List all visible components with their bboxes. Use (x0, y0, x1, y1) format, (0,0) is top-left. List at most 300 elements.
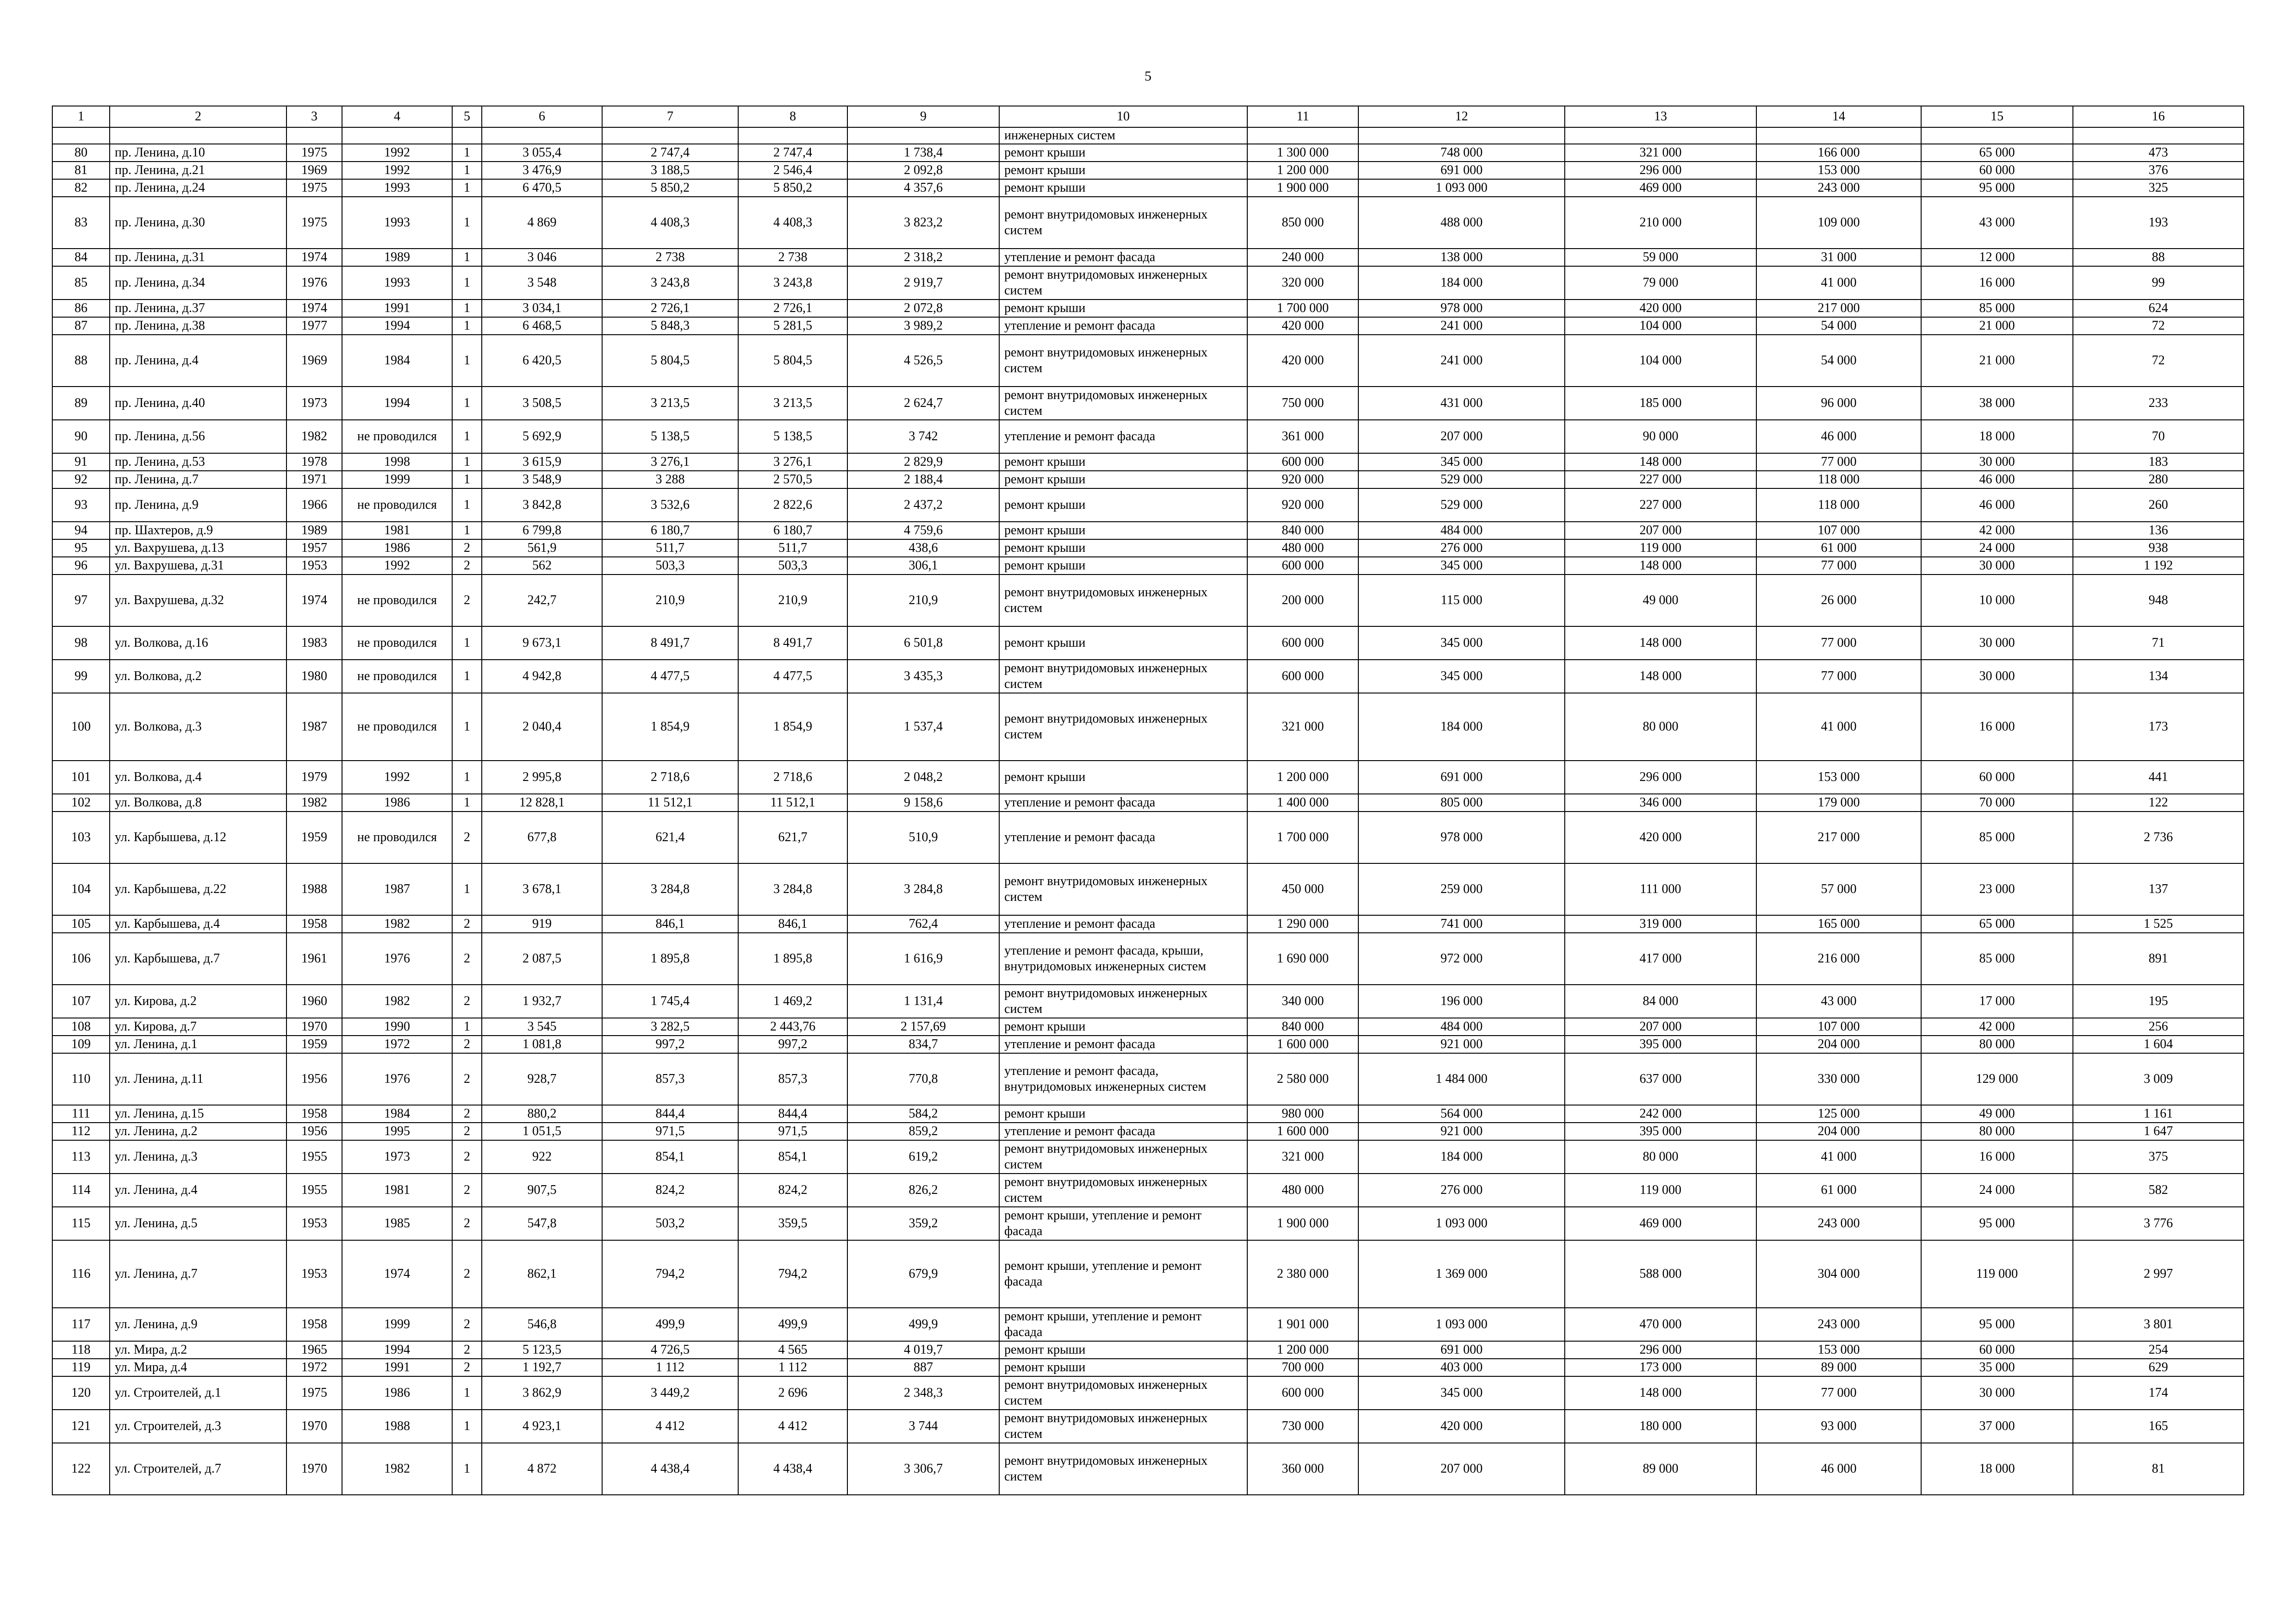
cell-address: ул. Вахрушева, д.13 (110, 539, 286, 557)
cell-municipal-cost: 57 000 (1756, 863, 1921, 915)
cell-owners-cost: 95 000 (1921, 1308, 2073, 1341)
cell-regional-cost: 319 000 (1565, 915, 1756, 933)
table-row (52, 1207, 2244, 1240)
cell-total-area: 5 123,5 (482, 1341, 602, 1359)
cell-municipal-cost: 41 000 (1756, 693, 1921, 761)
cell-year-built: 1979 (286, 761, 342, 794)
cell-total-area: 1 192,7 (482, 1359, 602, 1376)
cell-total-area: 2 995,8 (482, 761, 602, 794)
cell-year-built: 1955 (286, 1174, 342, 1207)
cell-residential-area: 857,3 (738, 1053, 847, 1105)
cell-group: 2 (452, 985, 482, 1018)
cell-living-area: 2 738 (602, 249, 738, 266)
cell-row-number: 115 (52, 1207, 110, 1240)
cell-year-built: 1970 (286, 1018, 342, 1036)
cell-year-built: 1958 (286, 1308, 342, 1341)
cell-living-area: 857,3 (602, 1053, 738, 1105)
cell-tenant-area: 2 092,8 (847, 162, 999, 179)
cell-tenant-area: 3 823,2 (847, 197, 999, 249)
cell-municipal-cost: 54 000 (1756, 335, 1921, 387)
cell-total-cost: 750 000 (1247, 387, 1358, 420)
cell-cost-per-sqm: 1 192 (2073, 557, 2244, 575)
cell-residential-area: 1 895,8 (738, 933, 847, 985)
column-number-5: 5 (452, 106, 482, 127)
cell-fund-cost: 276 000 (1358, 539, 1565, 557)
cell-total-cost: 920 000 (1247, 471, 1358, 488)
cell-living-area: 3 213,5 (602, 387, 738, 420)
cell-group: 1 (452, 144, 482, 162)
cell-group: 1 (452, 249, 482, 266)
cell-year-built: 1972 (286, 1359, 342, 1376)
cell-residential-area: 3 276,1 (738, 453, 847, 471)
cell-regional-cost: 470 000 (1565, 1308, 1756, 1341)
cell-last-repair-year: 1988 (342, 1410, 452, 1443)
cell-work-type: утепление и ремонт фасада (999, 317, 1247, 335)
cell-owners-cost: 85 000 (1921, 812, 2073, 863)
cell-residential-area: 4 412 (738, 1410, 847, 1443)
cell-fund-cost: 403 000 (1358, 1359, 1565, 1376)
cell-group: 2 (452, 1174, 482, 1207)
cell-living-area: 511,7 (602, 539, 738, 557)
table-row (52, 387, 2244, 420)
cell-total-cost: 240 000 (1247, 249, 1358, 266)
cell-residential-area: 359,5 (738, 1207, 847, 1240)
cell-total-area: 2 040,4 (482, 693, 602, 761)
cell-regional-cost: 180 000 (1565, 1410, 1756, 1443)
cell-row-number: 109 (52, 1036, 110, 1053)
cell-tenant-area: 2 624,7 (847, 387, 999, 420)
table-cell (342, 127, 452, 144)
cell-owners-cost: 80 000 (1921, 1036, 2073, 1053)
cell-total-area: 862,1 (482, 1240, 602, 1308)
cell-row-number: 87 (52, 317, 110, 335)
cell-work-type: ремонт внутридомовых инженерных систем (999, 387, 1247, 420)
cell-regional-cost: 89 000 (1565, 1443, 1756, 1495)
cell-work-type: утепление и ремонт фасада (999, 420, 1247, 453)
cell-year-built: 1988 (286, 863, 342, 915)
cell-year-built: 1953 (286, 1240, 342, 1308)
table-row (52, 812, 2244, 863)
table-row (52, 933, 2244, 985)
cell-address: ул. Карбышева, д.12 (110, 812, 286, 863)
cell-year-built: 1980 (286, 660, 342, 693)
cell-owners-cost: 21 000 (1921, 317, 2073, 335)
table-cell (1756, 127, 1921, 144)
cell-total-cost: 450 000 (1247, 863, 1358, 915)
cell-last-repair-year: 1984 (342, 335, 452, 387)
cell-cost-per-sqm: 325 (2073, 179, 2244, 197)
cell-row-number: 122 (52, 1443, 110, 1495)
cell-living-area: 854,1 (602, 1140, 738, 1174)
cell-regional-cost: 49 000 (1565, 575, 1756, 626)
cell-group: 1 (452, 266, 482, 300)
continuation-row (52, 127, 2244, 144)
cell-last-repair-year: 1993 (342, 197, 452, 249)
cell-last-repair-year: 1994 (342, 1341, 452, 1359)
cell-cost-per-sqm: 174 (2073, 1376, 2244, 1410)
cell-fund-cost: 196 000 (1358, 985, 1565, 1018)
table-cell (602, 127, 738, 144)
cell-municipal-cost: 243 000 (1756, 179, 1921, 197)
cell-regional-cost: 210 000 (1565, 197, 1756, 249)
table-row (52, 179, 2244, 197)
cell-municipal-cost: 96 000 (1756, 387, 1921, 420)
table-row (52, 575, 2244, 626)
cell-living-area: 997,2 (602, 1036, 738, 1053)
cell-residential-area: 11 512,1 (738, 794, 847, 812)
column-number-8: 8 (738, 106, 847, 127)
cell-cost-per-sqm: 165 (2073, 1410, 2244, 1443)
cell-total-area: 547,8 (482, 1207, 602, 1240)
cell-living-area: 5 804,5 (602, 335, 738, 387)
cell-tenant-area: 4 526,5 (847, 335, 999, 387)
cell-regional-cost: 90 000 (1565, 420, 1756, 453)
cell-total-area: 3 508,5 (482, 387, 602, 420)
cell-group: 1 (452, 335, 482, 387)
cell-year-built: 1955 (286, 1140, 342, 1174)
cell-work-type: ремонт крыши (999, 1341, 1247, 1359)
cell-owners-cost: 30 000 (1921, 1376, 2073, 1410)
cell-residential-area: 2 726,1 (738, 300, 847, 317)
table-cell (2073, 127, 2244, 144)
cell-residential-area: 824,2 (738, 1174, 847, 1207)
cell-fund-cost: 345 000 (1358, 626, 1565, 660)
column-number-3: 3 (286, 106, 342, 127)
cell-fund-cost: 921 000 (1358, 1123, 1565, 1140)
cell-address: ул. Волкова, д.8 (110, 794, 286, 812)
cell-work-type: ремонт внутридомовых инженерных систем (999, 575, 1247, 626)
cell-fund-cost: 184 000 (1358, 693, 1565, 761)
cell-residential-area: 3 213,5 (738, 387, 847, 420)
cell-address: ул. Кирова, д.2 (110, 985, 286, 1018)
table-row (52, 1123, 2244, 1140)
cell-owners-cost: 85 000 (1921, 300, 2073, 317)
cell-fund-cost: 241 000 (1358, 335, 1565, 387)
cell-row-number: 97 (52, 575, 110, 626)
cell-tenant-area: 859,2 (847, 1123, 999, 1140)
cell-regional-cost: 80 000 (1565, 1140, 1756, 1174)
cell-owners-cost: 24 000 (1921, 539, 2073, 557)
cell-total-area: 4 872 (482, 1443, 602, 1495)
cell-address: пр. Ленина, д.9 (110, 488, 286, 522)
cell-residential-area: 4 477,5 (738, 660, 847, 693)
cell-owners-cost: 129 000 (1921, 1053, 2073, 1105)
cell-row-number: 99 (52, 660, 110, 693)
cell-fund-cost: 748 000 (1358, 144, 1565, 162)
cell-tenant-area: 3 435,3 (847, 660, 999, 693)
cell-regional-cost: 296 000 (1565, 761, 1756, 794)
cell-tenant-area: 4 759,6 (847, 522, 999, 539)
cell-owners-cost: 70 000 (1921, 794, 2073, 812)
cell-work-type: ремонт крыши (999, 1105, 1247, 1123)
cell-group: 1 (452, 522, 482, 539)
table-row (52, 1018, 2244, 1036)
column-number-10: 10 (999, 106, 1247, 127)
cell-last-repair-year: 1982 (342, 915, 452, 933)
cell-municipal-cost: 26 000 (1756, 575, 1921, 626)
cell-work-type: ремонт крыши (999, 539, 1247, 557)
cell-total-cost: 360 000 (1247, 1443, 1358, 1495)
cell-address: ул. Строителей, д.7 (110, 1443, 286, 1495)
cell-residential-area: 846,1 (738, 915, 847, 933)
cell-address: ул. Ленина, д.15 (110, 1105, 286, 1123)
column-number-2: 2 (110, 106, 286, 127)
cell-group: 1 (452, 626, 482, 660)
cell-row-number: 100 (52, 693, 110, 761)
cell-regional-cost: 321 000 (1565, 144, 1756, 162)
cell-year-built: 1961 (286, 933, 342, 985)
cell-residential-area: 4 565 (738, 1341, 847, 1359)
cell-fund-cost: 691 000 (1358, 761, 1565, 794)
cell-total-area: 6 470,5 (482, 179, 602, 197)
cell-group: 2 (452, 539, 482, 557)
cell-row-number: 89 (52, 387, 110, 420)
cell-total-cost: 980 000 (1247, 1105, 1358, 1123)
cell-year-built: 1956 (286, 1053, 342, 1105)
cell-last-repair-year: 1994 (342, 387, 452, 420)
cell-tenant-area: 1 131,4 (847, 985, 999, 1018)
cell-total-area: 3 034,1 (482, 300, 602, 317)
cell-last-repair-year: 1976 (342, 933, 452, 985)
cell-total-cost: 320 000 (1247, 266, 1358, 300)
cell-cost-per-sqm: 72 (2073, 335, 2244, 387)
cell-cost-per-sqm: 193 (2073, 197, 2244, 249)
cell-total-cost: 700 000 (1247, 1359, 1358, 1376)
cell-regional-cost: 173 000 (1565, 1359, 1756, 1376)
cell-work-type: утепление и ремонт фасада (999, 249, 1247, 266)
cell-address: пр. Ленина, д.56 (110, 420, 286, 453)
table-row (52, 1410, 2244, 1443)
cell-work-type: ремонт внутридомовых инженерных систем (999, 1443, 1247, 1495)
cell-work-type: ремонт крыши (999, 144, 1247, 162)
cell-year-built: 1974 (286, 300, 342, 317)
cell-group: 2 (452, 557, 482, 575)
cell-residential-area: 499,9 (738, 1308, 847, 1341)
cell-total-area: 2 087,5 (482, 933, 602, 985)
cell-row-number: 110 (52, 1053, 110, 1105)
cell-cost-per-sqm: 2 997 (2073, 1240, 2244, 1308)
cell-last-repair-year: 1991 (342, 300, 452, 317)
cell-residential-area: 2 546,4 (738, 162, 847, 179)
cell-regional-cost: 395 000 (1565, 1123, 1756, 1140)
cell-cost-per-sqm: 1 161 (2073, 1105, 2244, 1123)
cell-group: 1 (452, 1376, 482, 1410)
cell-total-cost: 200 000 (1247, 575, 1358, 626)
cell-last-repair-year: 1974 (342, 1240, 452, 1308)
cell-residential-area: 2 696 (738, 1376, 847, 1410)
cell-regional-cost: 469 000 (1565, 179, 1756, 197)
table-cell (847, 127, 999, 144)
cell-municipal-cost: 77 000 (1756, 660, 1921, 693)
cell-living-area: 503,3 (602, 557, 738, 575)
cell-row-number: 84 (52, 249, 110, 266)
cell-municipal-cost: 61 000 (1756, 1174, 1921, 1207)
cell-cost-per-sqm: 3 776 (2073, 1207, 2244, 1240)
cell-regional-cost: 80 000 (1565, 693, 1756, 761)
cell-residential-area: 210,9 (738, 575, 847, 626)
cell-address: пр. Ленина, д.4 (110, 335, 286, 387)
cell-total-cost: 321 000 (1247, 693, 1358, 761)
cell-work-type: ремонт внутридомовых инженерных систем (999, 863, 1247, 915)
cell-cost-per-sqm: 473 (2073, 144, 2244, 162)
cell-last-repair-year: 1973 (342, 1140, 452, 1174)
cell-living-area: 2 726,1 (602, 300, 738, 317)
cell-owners-cost: 60 000 (1921, 1341, 2073, 1359)
cell-regional-cost: 148 000 (1565, 453, 1756, 471)
cell-group: 1 (452, 471, 482, 488)
cell-living-area: 1 745,4 (602, 985, 738, 1018)
cell-total-cost: 920 000 (1247, 488, 1358, 522)
cell-living-area: 5 850,2 (602, 179, 738, 197)
cell-owners-cost: 16 000 (1921, 266, 2073, 300)
cell-total-area: 3 615,9 (482, 453, 602, 471)
cell-total-cost: 1 901 000 (1247, 1308, 1358, 1341)
cell-total-area: 3 548,9 (482, 471, 602, 488)
cell-row-number: 117 (52, 1308, 110, 1341)
cell-owners-cost: 60 000 (1921, 761, 2073, 794)
cell-owners-cost: 17 000 (1921, 985, 2073, 1018)
table-cell (482, 127, 602, 144)
cell-owners-cost: 10 000 (1921, 575, 2073, 626)
cell-regional-cost: 420 000 (1565, 812, 1756, 863)
cell-municipal-cost: 153 000 (1756, 162, 1921, 179)
cell-group: 1 (452, 179, 482, 197)
cell-total-cost: 850 000 (1247, 197, 1358, 249)
cell-regional-cost: 84 000 (1565, 985, 1756, 1018)
column-number-4: 4 (342, 106, 452, 127)
cell-regional-cost: 637 000 (1565, 1053, 1756, 1105)
cell-address: ул. Мира, д.2 (110, 1341, 286, 1359)
column-number-15: 15 (1921, 106, 2073, 127)
cell-residential-area: 6 180,7 (738, 522, 847, 539)
cell-regional-cost: 417 000 (1565, 933, 1756, 985)
cell-total-area: 3 545 (482, 1018, 602, 1036)
cell-tenant-area: 2 437,2 (847, 488, 999, 522)
cell-cost-per-sqm: 71 (2073, 626, 2244, 660)
cell-last-repair-year: 1981 (342, 1174, 452, 1207)
cell-fund-cost: 345 000 (1358, 453, 1565, 471)
cell-row-number: 93 (52, 488, 110, 522)
cell-municipal-cost: 217 000 (1756, 812, 1921, 863)
cell-total-area: 922 (482, 1140, 602, 1174)
cell-owners-cost: 18 000 (1921, 1443, 2073, 1495)
cell-address: ул. Ленина, д.2 (110, 1123, 286, 1140)
cell-total-cost: 1 900 000 (1247, 179, 1358, 197)
column-number-12: 12 (1358, 106, 1565, 127)
cell-owners-cost: 35 000 (1921, 1359, 2073, 1376)
table-row (52, 557, 2244, 575)
cell-total-cost: 1 300 000 (1247, 144, 1358, 162)
cell-regional-cost: 148 000 (1565, 1376, 1756, 1410)
cell-municipal-cost: 46 000 (1756, 420, 1921, 453)
cell-regional-cost: 207 000 (1565, 522, 1756, 539)
cell-address: ул. Строителей, д.1 (110, 1376, 286, 1410)
table-row (52, 471, 2244, 488)
cell-row-number: 113 (52, 1140, 110, 1174)
cell-fund-cost: 207 000 (1358, 1443, 1565, 1495)
cell-fund-cost: 1 093 000 (1358, 1308, 1565, 1341)
cell-year-built: 1953 (286, 557, 342, 575)
cell-cost-per-sqm: 195 (2073, 985, 2244, 1018)
cell-total-area: 242,7 (482, 575, 602, 626)
cell-cost-per-sqm: 137 (2073, 863, 2244, 915)
cell-year-built: 1977 (286, 317, 342, 335)
cell-owners-cost: 24 000 (1921, 1174, 2073, 1207)
cell-total-area: 9 673,1 (482, 626, 602, 660)
cell-year-built: 1975 (286, 179, 342, 197)
cell-tenant-area: 2 318,2 (847, 249, 999, 266)
cell-last-repair-year: 1976 (342, 1053, 452, 1105)
cell-total-cost: 730 000 (1247, 1410, 1358, 1443)
cell-address: пр. Ленина, д.30 (110, 197, 286, 249)
cell-total-area: 907,5 (482, 1174, 602, 1207)
cell-row-number: 116 (52, 1240, 110, 1308)
cell-row-number: 105 (52, 915, 110, 933)
cell-group: 2 (452, 1207, 482, 1240)
cell-address: пр. Ленина, д.40 (110, 387, 286, 420)
cell-owners-cost: 80 000 (1921, 1123, 2073, 1140)
cell-last-repair-year: 1981 (342, 522, 452, 539)
cell-total-cost: 1 200 000 (1247, 1341, 1358, 1359)
cell-row-number: 118 (52, 1341, 110, 1359)
cell-fund-cost: 1 093 000 (1358, 179, 1565, 197)
cell-work-type: ремонт внутридомовых инженерных систем (999, 1410, 1247, 1443)
cell-owners-cost: 37 000 (1921, 1410, 2073, 1443)
cell-residential-area: 2 747,4 (738, 144, 847, 162)
cell-regional-cost: 148 000 (1565, 660, 1756, 693)
cell-tenant-area: 438,6 (847, 539, 999, 557)
cell-group: 2 (452, 575, 482, 626)
cell-group: 2 (452, 1240, 482, 1308)
cell-living-area: 4 412 (602, 1410, 738, 1443)
cell-cost-per-sqm: 233 (2073, 387, 2244, 420)
table-row (52, 1053, 2244, 1105)
cell-municipal-cost: 109 000 (1756, 197, 1921, 249)
cell-year-built: 1959 (286, 1036, 342, 1053)
table-row (52, 144, 2244, 162)
cell-cost-per-sqm: 891 (2073, 933, 2244, 985)
cell-residential-area: 503,3 (738, 557, 847, 575)
table-row (52, 335, 2244, 387)
cell-total-cost: 1 690 000 (1247, 933, 1358, 985)
cell-group: 1 (452, 693, 482, 761)
cell-work-type: ремонт крыши (999, 179, 1247, 197)
cell-fund-cost: 276 000 (1358, 1174, 1565, 1207)
cell-cost-per-sqm: 256 (2073, 1018, 2244, 1036)
cell-row-number: 104 (52, 863, 110, 915)
table-row (52, 453, 2244, 471)
cell-residential-area: 4 438,4 (738, 1443, 847, 1495)
cell-owners-cost: 30 000 (1921, 626, 2073, 660)
cell-year-built: 1975 (286, 1376, 342, 1410)
cell-address: ул. Карбышева, д.22 (110, 863, 286, 915)
cell-regional-cost: 207 000 (1565, 1018, 1756, 1036)
cell-fund-cost: 484 000 (1358, 1018, 1565, 1036)
cell-total-cost: 1 400 000 (1247, 794, 1358, 812)
cell-regional-cost: 148 000 (1565, 626, 1756, 660)
cell-year-built: 1958 (286, 915, 342, 933)
cell-total-area: 3 548 (482, 266, 602, 300)
table-row (52, 1140, 2244, 1174)
cell-fund-cost: 241 000 (1358, 317, 1565, 335)
cell-group: 2 (452, 1341, 482, 1359)
cell-row-number: 120 (52, 1376, 110, 1410)
cell-living-area: 4 438,4 (602, 1443, 738, 1495)
cell-work-type: ремонт внутридомовых инженерных систем (999, 197, 1247, 249)
table-row (52, 1359, 2244, 1376)
cell-residential-area: 794,2 (738, 1240, 847, 1308)
cell-municipal-cost: 204 000 (1756, 1036, 1921, 1053)
